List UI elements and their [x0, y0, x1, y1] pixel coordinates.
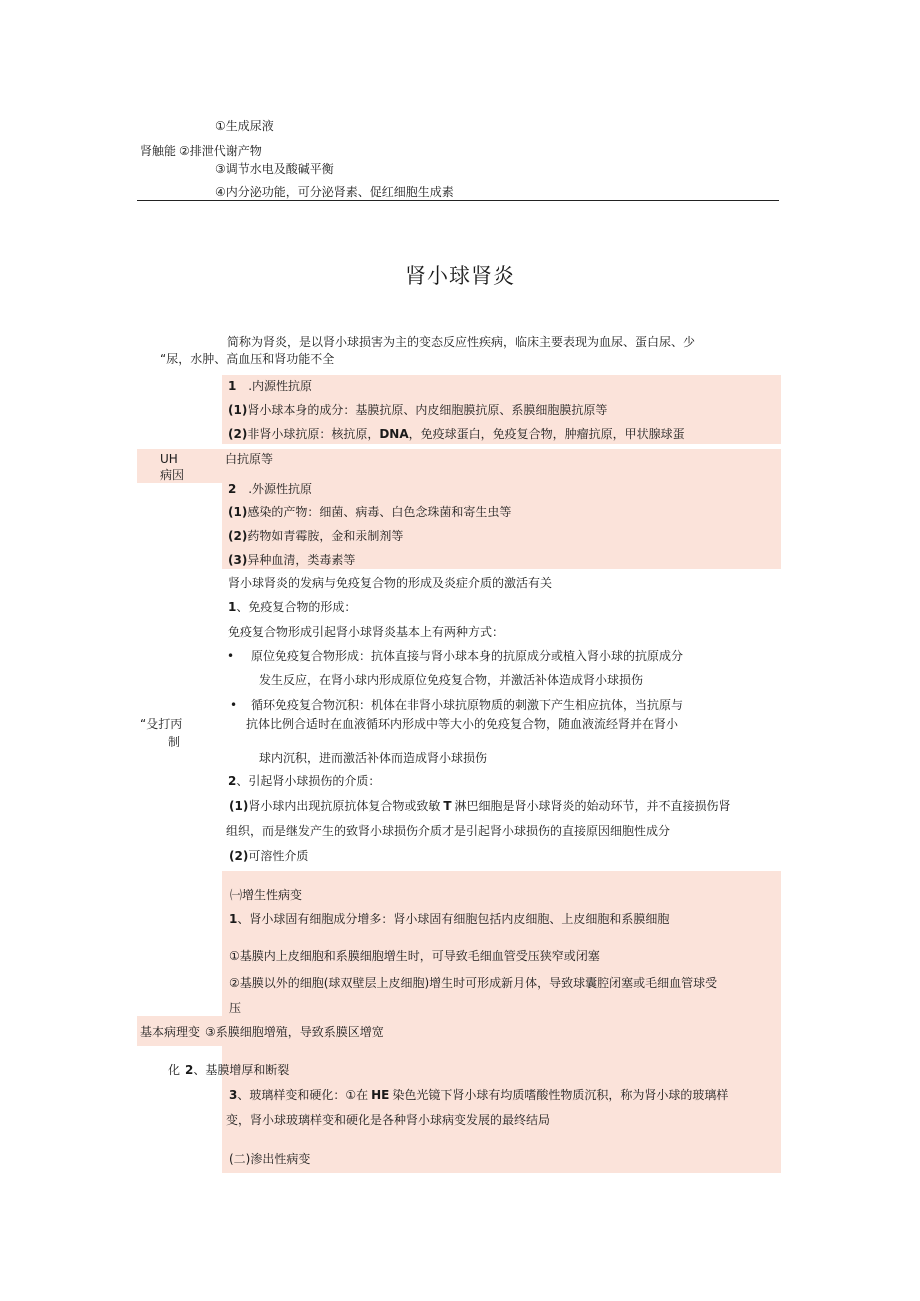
bullet-1-line-2: 发生反应，在肾小球内形成原位免疫复合物，并激活补体造成肾小球损伤 — [259, 673, 644, 687]
pathology-label-b: 化 — [168, 1063, 181, 1077]
pathology-subheading-1: ㈠增生性病变 — [230, 888, 303, 902]
item-text: 、玻璃样变和硬化：①在 — [237, 1088, 369, 1102]
function-1: ①生成尿液 — [215, 119, 274, 133]
pathology-change-3: ③系膜细胞增殖，导致系膜区增宽 — [205, 1025, 384, 1039]
item-number: (3) — [228, 553, 248, 567]
functions-label: 肾触能 — [140, 144, 177, 158]
item-number: (2) — [228, 529, 248, 543]
etiology-label-bottom: 病因 — [160, 468, 185, 482]
item-number: 3 — [229, 1088, 238, 1102]
endogenous-item-2 — [228, 426, 685, 442]
exogenous-item-2 — [228, 528, 403, 544]
endogenous-title: .内源性抗原 — [248, 379, 313, 393]
item-text: 、基膜增厚和断裂 — [193, 1063, 290, 1077]
section-title: 、免疫复合物的形成： — [236, 600, 357, 614]
bullet-2-line-3: 球内沉积，进而激活补体而造成肾小球损伤 — [259, 751, 488, 765]
header-divider — [137, 200, 779, 201]
endogenous-heading — [228, 378, 312, 394]
item-text: 肾小球内出现抗原抗体复合物或致敏 — [248, 799, 441, 813]
bullet-2-line-2: 抗体比例合适时在血液循环内形成中等大小的免疫复合物，随血液流经肾并在肾小 — [246, 717, 679, 731]
mediator-2 — [229, 848, 308, 864]
item-text: 淋巴细胞是肾小球肾炎的始动环节，并不直接损伤肾 — [454, 799, 731, 813]
pathology-item-2 — [185, 1062, 289, 1078]
endogenous-item-1 — [228, 402, 607, 418]
item-text: 异种血清，类毒素等 — [247, 553, 356, 567]
pathology-highlight-top — [222, 871, 781, 1016]
endogenous-number: 1 — [228, 379, 237, 393]
item-text: 染色光镜下肾小球有均质嗜酸性物质沉积，称为肾小球的玻璃样 — [392, 1088, 729, 1102]
mechanism-label-top: “殳打丙 — [140, 717, 183, 731]
pathology-item-3-line-1 — [229, 1087, 728, 1103]
section-title: 、引起肾小球损伤的介质： — [236, 774, 381, 788]
he-stain-text: HE — [371, 1088, 390, 1102]
exogenous-number: 2 — [228, 482, 237, 496]
mechanism-summary: 肾小球肾炎的发病与免疫复合物的形成及炎症介质的激活有关 — [228, 576, 553, 590]
pathology-change-2-line-2: 压 — [229, 1001, 242, 1015]
bullet-1-marker: • — [227, 649, 235, 663]
mediator-1-line-1 — [229, 798, 731, 814]
item-number: (1) — [229, 799, 249, 813]
t-cell-letter: T — [443, 799, 452, 813]
bullet-1-line-1: 原位免疫复合物形成：抗体直接与肾小球本身的抗原成分或植入肾小球的抗原成分 — [251, 649, 684, 663]
mechanism-section-2 — [228, 773, 380, 789]
function-3: ③调节水电及酸碱平衡 — [215, 162, 334, 176]
bullet-2-line-1: 循环免疫复合物沉积：机体在非肾小球抗原物质的刺激下产生相应抗体，当抗原与 — [251, 698, 684, 712]
item-number: (2) — [229, 849, 249, 863]
exogenous-item-3 — [228, 552, 355, 568]
intro-line-2: “尿，水肿、高血压和肾功能不全 — [160, 352, 335, 366]
item-text: 肾小球本身的成分：基膜抗原、内皮细胞膜抗原、系膜细胞膜抗原等 — [247, 403, 608, 417]
mechanism-section-1-intro: 免疫复合物形成引起肾小球肾炎基本上有两种方式： — [228, 625, 505, 639]
item-number: (1) — [228, 403, 248, 417]
function-2: ②排泄代谢产物 — [179, 144, 262, 158]
item-number: (1) — [228, 505, 248, 519]
item-text: ，免疫球蛋白，免疫复合物，肿瘤抗原，甲状腺球蛋 — [408, 427, 685, 441]
item-number: 1 — [229, 912, 238, 926]
dna-text: DNA — [379, 427, 409, 441]
endogenous-item-2-cont: 白抗原等 — [225, 452, 274, 466]
exogenous-title: .外源性抗原 — [248, 482, 313, 496]
exogenous-heading — [228, 481, 312, 497]
section-number: 1 — [228, 600, 237, 614]
mediator-1-line-2: 组织，而是继发产生的致肾小球损伤介质才是引起肾小球损伤的直接原因细胞性成分 — [226, 824, 671, 838]
pathology-change-2-line-1: ②基膜以外的细胞(球双壁层上皮细胞)增生时可形成新月体，导致球囊腔闭塞或毛细血管球受 — [229, 976, 718, 990]
etiology-label-top: UH — [160, 452, 178, 466]
item-number: 2 — [185, 1063, 194, 1077]
item-text: 、肾小球固有细胞成分增多：肾小球固有细胞包括内皮细胞、上皮细胞和系膜细胞 — [237, 912, 670, 926]
function-4: ④内分泌功能，可分泌肾素、促红细胞生成素 — [215, 185, 454, 199]
pathology-change-1: ①基膜内上皮细胞和系膜细胞增生时，可导致毛细血管受压狭窄或闭塞 — [229, 949, 600, 963]
item-number: (2) — [228, 427, 248, 441]
pathology-item-1 — [229, 911, 669, 927]
page-title: 肾小球肾炎 — [405, 264, 515, 288]
pathology-label-a: 基本病理变 — [140, 1025, 201, 1039]
item-text: 感染的产物：细菌、病毒、白色念珠菌和寄生虫等 — [247, 505, 512, 519]
mechanism-label-bottom: 制 — [168, 735, 181, 749]
item-text: 可溶性介质 — [248, 849, 309, 863]
section-number: 2 — [228, 774, 237, 788]
mechanism-section-1 — [228, 599, 356, 615]
bullet-2-marker: • — [230, 698, 238, 712]
pathology-item-3-line-2: 变，肾小球玻璃样变和硬化是各种肾小球病变发展的最终结局 — [226, 1113, 551, 1127]
exogenous-item-1 — [228, 504, 511, 520]
intro-line-1: 简称为肾炎，是以肾小球损害为主的变态反应性疾病，临床主要表现为血尿、蛋白尿、少 — [227, 335, 696, 349]
pathology-subheading-2: (二)渗出性病变 — [229, 1152, 311, 1166]
item-text: 药物如青霉胺，金和汞制剂等 — [247, 529, 404, 543]
item-text: 非肾小球抗原：核抗原， — [247, 427, 380, 441]
